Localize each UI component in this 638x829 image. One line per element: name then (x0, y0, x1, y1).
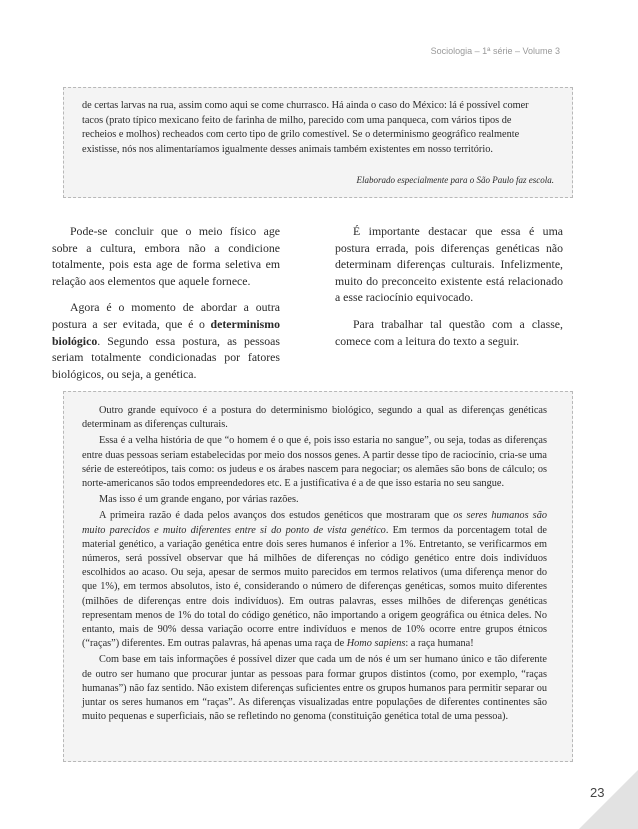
column-left-paragraph-1: Pode-se concluir que o meio físico age sobre a cultura, embora não a condicione totalmente, pois esta age de forma seletiva em relação aos elementos que aquele fornece. (52, 224, 280, 288)
column-left (52, 223, 280, 392)
column-left-paragraph-2: Agora é o momento de abordar a outra postura a ser evitada, que é o determinismo biológico. Segundo essa postura, as pessoas seriam totalmente condicionadas por fatores biológicos, ou seja, a genética. (52, 300, 280, 381)
reading-paragraph-3: Mas isso é um grande engano, por várias razões. (99, 494, 299, 506)
reading-paragraph-2: Essa é a velha história de que “o homem é o que é, pois isso estaria no sangue”, ou seja, todas as diferenças entre duas pessoas seriam estabelecidas por meio dos nossos genes. A partir desse tipo de raciocínio, cria-se uma série de estereótipos, tais como: os judeus e os árabes nascem para negociar; os alemães são bons de cálculo; os norte-americanos são todos empreendedores etc. E a justificativa é a de que isso estaria no seu sangue. (82, 435, 547, 490)
column-right-paragraph-1: É importante destacar que essa é uma postura errada, pois diferenças genéticas não determinam diferenças culturais. Infelizmente, muito do preconceito existente está relacionado a esse raciocínio equivocado. (335, 224, 563, 305)
page-number: 23 (590, 785, 605, 800)
quote-box-top-text: de certas larvas na rua, assim como aqui se come churrasco. Há ainda o caso do México: lá é possível comer tacos (prato típico mexicano feito de farinha de milho, parecido com uma panqueca, com vários tipos de recheios e molhos) recheados com certo tipo de grilo comestível. Se o determinismo geográfico realmente existisse, nós nos alimentaríamos igualmente desses animais também existentes em nosso território. (82, 100, 529, 155)
running-header: Sociologia – 1ª série – Volume 3 (430, 46, 560, 56)
quote-box-top (63, 87, 573, 198)
column-right (335, 223, 563, 359)
column-right-paragraph-2: Para trabalhar tal questão com a classe, comece com a leitura do texto a seguir. (335, 316, 563, 348)
reading-paragraph-5: Com base em tais informações é possível dizer que cada um de nós é um ser humano único e tão diferente de outro ser humano que procurar juntar as pessoas para formar grupos distintos (como, por exemplo, “raças humanas”) não faz sentido. Não existem diferenças suficientes entre os grupos humanos para permitir separar ou juntar os seres humanos em “raças”. As diferenças visualizadas entre populações de diferentes continentes são muito pequenas e superficiais, não se refletindo no genoma (constituição genética total de uma pessoa). (82, 654, 547, 723)
reading-text-body (82, 404, 547, 726)
reading-paragraph-1: Outro grande equívoco é a postura do determinismo biológico, segundo a qual as diferenças genéticas determinam as diferenças culturais. (82, 405, 547, 431)
page-corner-tab (579, 770, 638, 829)
reading-paragraph-4: A primeira razão é dada pelos avanços dos estudos genéticos que mostraram que os seres humanos são muito parecidos e muito diferentes entre si do ponto de vista genético. Em termos da porcentagem total de material genético, a variação genética entre dois seres humanos é inferior a 1%. Entretanto, se verificarmos em números, será possível observar que há milhões de diferenças no código genético entre dois indivíduos escolhidos ao acaso. Ou seja, apesar de sermos muito parecidos em termos relativos (uma diferença menor do que 1%), em termos absolutos, isto é, considerando o número de diferenças genéticas, somos muito diferentes (milhões de diferenças entre dois indivíduos). Em outras palavras, esses milhões de diferenças genéticas representam menos de 1% do total do código genético, não importando a origem geográfica ou étnica deles. No entanto, mais de 90% dessa variação ocorre entre indivíduos e menos de 10% ocorre entre grupos étnicos (“raças”) diferentes. Em outras palavras, há apenas uma raça de Homo sapiens: a raça humana! (82, 510, 547, 650)
quote-box-credit: Elaborado especialmente para o São Paulo faz escola. (356, 175, 554, 185)
term-determinismo-biologico: determinismo biológico (52, 316, 280, 348)
reading-text-box (63, 391, 573, 762)
